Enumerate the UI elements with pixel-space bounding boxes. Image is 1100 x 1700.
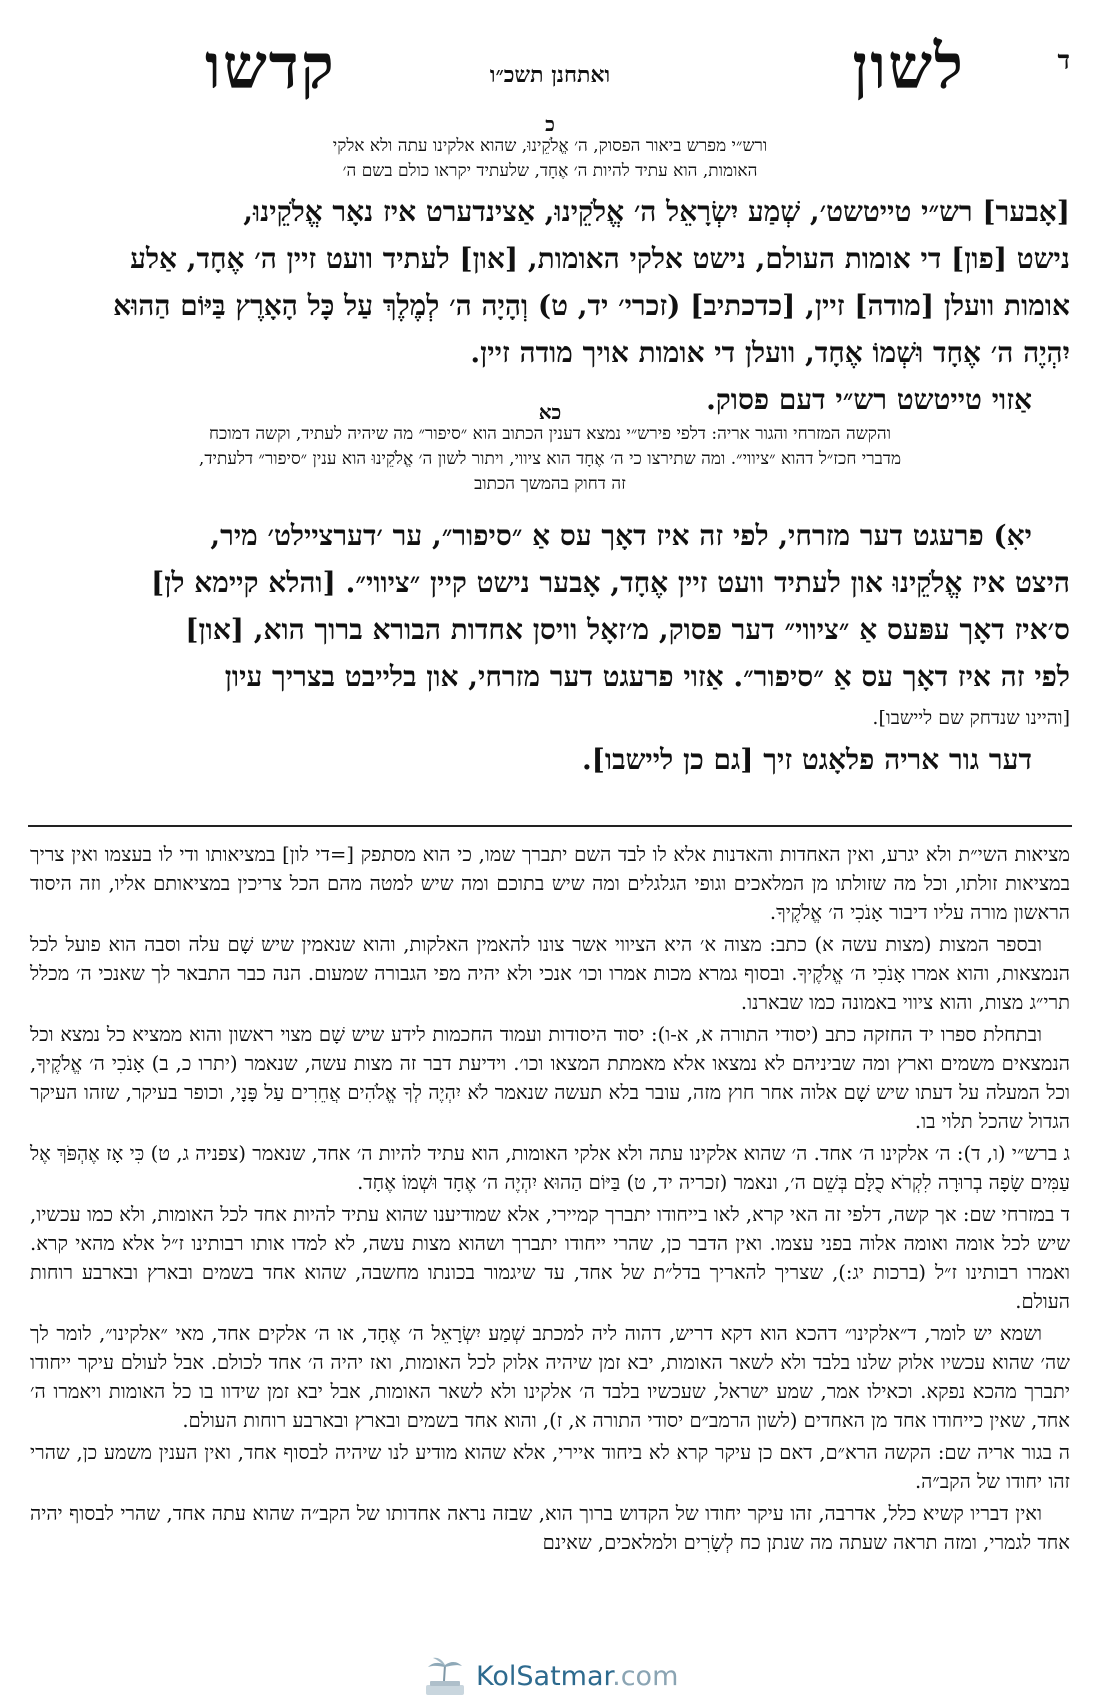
footnote-dalet: ד במזרחי שם: אך קשה, דלפי זה האי קרא, לאו בייחודו יתברך קמיירי, אלא שמודיענו שהוא עתיד להיות אחד לכל האומות, ולא כמו עכשיו, שיש לכל אומה ואומה אלוה בפני עצמו. ואין הדבר כן, שהרי ייחודו יתברך ושהוא מצות עשה, לא למדו אותו רבותינו ז״ל אלא מהאי קרא. ואמרו רבותינו ז״ל (ברכות יג:), שצריך להאריך בדל״ת של אחד, עד שיגמור בכונתו מחשבה, שהוא אחד בשמים ובארץ ובארבע רוחות העולם. [30, 1203, 1070, 1313]
intro-line: זה דחוק בהמשך הכתוב [474, 474, 626, 494]
intro-line: ורש״י מפרש ביאור הפסוק, ה׳ אֱלֹקֵינוּ, שהוא אלקינו עתה ולא אלקי [332, 136, 768, 156]
book-title-word-1: לשון [852, 30, 965, 103]
page-number: ד [1057, 46, 1070, 76]
footnote-paragraph: מציאות השי״ת ולא יגרע, ואין האחדות והאדנות אלא לו לבד השם יתברך שמו, כי הוא מסתפק [=די לון] במציאותו ודי לו בעצמו ואין צריך במציאות זולתו, וכל מה שזולתו מן המלאכים וגופי הגלגלים ומה שיש בתוכם ומה שיש למטה מהם הכל צריכין במציאותם אליו, וזה היסוד הראשון מורה עליו דיבור אָנֹכִי ה׳ אֱלֹקֶיךָ. [30, 843, 1070, 924]
section-kaf-intro [90, 134, 1010, 184]
footnote-heh: ה בגור אריה שם: הקשה הרא״ם, דאם כן עיקר קרא לא ביחוד איירי, אלא שהוא מודיע לנו שיהיה לבסוף אחד, ואין הענין משמע כן, שהרי זהו יחודו של הקב״ה. [30, 1441, 1070, 1493]
body-line: היצט איז אֱלֹקֵינוּ און לעתיד וועט זיין אֶחָד, אָבער נישט קיין ״ציווי״. [והלא קיימא לן] [151, 566, 1070, 599]
body-line: [והיינו שנדחק שם ליישבו]. [872, 707, 1070, 729]
watermark-brand: KolSatmar [476, 1661, 613, 1692]
body-line: אומות וועלן [מודה] זיין, [כדכתיב] (זכרי׳ יד, ט) וְהָיָה ה׳ לְמֶלֶךְ עַל כָּל הָאָרֶץ בַּיּוֹם הַהוּא [113, 289, 1070, 322]
body-line: אַזוי טייטשט רש״י דעם פסוק. [706, 383, 1032, 416]
body-line: יאִ) פרעגט דער מזרחי, לפי זה איז דאָך עס אַ ״סיפור״, ער ׳דערציילט׳ מיר, [210, 519, 1032, 552]
intro-line: והקשה המזרחי והגור אריה: דלפי פירש״י נמצא דענין הכתוב הוא ״סיפור״ מה שיהיה לעתיד, וקשה דמוכח [208, 424, 892, 444]
body-line: נישט [פון] די אומות העולם, נישט אלקי האומות, [און] לעתיד וועט זיין ה׳ אֶחָד, אַלע [130, 242, 1070, 275]
footnote-paragraph: ואין דבריו קשיא כלל, אדרבה, זהו עיקר יחודו של הקדוש ברוך הוא, שבזה נראה אחדותו של הקב״ה שהוא עתה אחד, שהרי לבסוף יהיה אחד לגמרי, ומזה תראה שעתה מה שנתן כח לְשָׂרִים ולמלאכים, שאינם [30, 1502, 1070, 1554]
footnote-divider [28, 825, 1072, 827]
intro-line: מדברי חכז״ל דהוא ״ציווי״. ומה שתירצו כי ה׳ אֶחָד הוא ציווי, ויתור לשון ה׳ אֱלֹקֵינוּ הוא ענין ״סיפור״ דלעתיד, [198, 449, 902, 469]
palm-book-logo-icon [420, 1655, 470, 1699]
book-title-word-2: קדשו [205, 30, 336, 103]
footnotes [30, 840, 1070, 1560]
body-line: [אָבער] רש״י טייטשט׳, שְׁמַע יִשְׂרָאֵל ה׳ אֱלֹקֵינוּ, אַצינדערט איז נאָר אֱלֹקֵינוּ, [243, 195, 1070, 228]
section-kaf-body [30, 188, 1070, 423]
intro-line: האומות, הוא עתיד להיות ה׳ אֶחָד, שלעתיד יקראו כולם בשם ה׳ [342, 161, 758, 181]
watermark-text [476, 1661, 678, 1692]
section-kaf-aleph-body [30, 512, 1070, 783]
body-line: דער גור אריה פלאָגט זיך [גם כן ליישבו]. [581, 743, 1032, 776]
watermark [420, 1655, 740, 1699]
footnote-gimel: ג ברש״י (ו, ד): ה׳ אלקינו ה׳ אחד. ה׳ שהוא אלקינו עתה ולא אלקי האומות, הוא עתיד להיות ה׳ אחד, שנאמר (צפניה ג, ט) כִּי אָז אֶהְפֹּךְ אֶל עַמִּים שָׂפָה בְרוּרָה לִקְרֹא כֻלָּם בְּשֵׁם ה׳, ונאמר (זכריה יד, ט) בַּיּוֹם הַהוּא יִהְיֶה ה׳ אֶחָד וּשְׁמוֹ אֶחָד. [30, 1142, 1070, 1194]
section-number-kaf-aleph: כא [538, 400, 562, 424]
body-line: ס׳איז דאָך עפּעס אַ ״ציווי״ דער פסוק, מ׳זאָל וויסן אחדות הבורא ברוך הוא, [און] [185, 613, 1070, 646]
footnote-paragraph: ושמא יש לומר, ד״אלקינו״ דהכא הוא דקא דריש, דהוה ליה למכתב שְׁמַע יִשְׂרָאֵל ה׳ אֶחָד, או ה׳ אלקים אחד, מאי ״אלקינו״, לומר לך שה׳ שהוא עכשיו אלוק שלנו בלבד ולא לשאר האומות, יבא זמן שיהיה אלוק לכל האומות, ואז יהיה ה׳ אחד לכולם. אבל לעולם עיקר ייחודו יתברך מהכא נפקא. וכאילו אמר, שמע ישראל, שעכשיו בלבד ה׳ אלקינו ולא לשאר האומות, אבל יבא זמן שידוו בו כל האומות ויאמרו ה׳ אחד, שאין כייחודו אחד מן האחדים (לשון הרמב״ם יסודי התורה א, ז), והוא אחד בשמים ובארץ ובארבע רוחות העולם. [30, 1322, 1070, 1432]
section-number-kaf: כ [545, 112, 555, 136]
body-line: לפי זה איז דאָך עס אַ ״סיפור״. אַזוי פרעגט דער מזרחי, און בלייבט בצריך עיון [224, 660, 1070, 693]
section-kaf-aleph-intro [40, 422, 1060, 497]
footnote-paragraph: ובספר המצות (מצות עשה א) כתב: מצוה א׳ היא הציווי אשר צונו להאמין האלקות, והוא שנאמין שיש שָׁם עלה וסבה הוא פועל לכל הנמצאות, והוא אמרו אָנֹכִי ה׳ אֱלֹקֶיךָ. ובסוף גמרא מכות אמרו וכו׳ אנכי ולא יהיה מפי הגבורה שמעום. הנה כבר התבאר לך שאנכי ה׳ מכלל תרי״ג מצות, והוא ציווי באמונה כמו שבארנו. [30, 933, 1070, 1014]
page-header [0, 30, 1100, 110]
body-line: יִהְיֶה ה׳ אֶחָד וּשְׁמוֹ אֶחָד, וועלן די אומות אויך מודה זיין. [470, 336, 1070, 369]
parsha-title: ואתחנן תשכ״ו [489, 62, 611, 88]
footnote-paragraph: ובתחלת ספרו יד החזקה כתב (יסודי התורה א, א-ו): יסוד היסודות ועמוד החכמות לידע שיש שָׁם מצוי ראשון והוא ממציא כל נמצא וכל הנמצאים משמים וארץ ומה שביניהם לא נמצאו אלא מאמתת המצאו וכו׳. וידיעת דבר זה מצות עשה, שנאמר (יתרו כ, ב) אָנֹכִי ה׳ אֱלֹקֶיךָ, וכל המעלה על דעתו שיש שָׁם אלוה אחר חוץ מזה, עובר בלא תעשה שנאמר לֹא יִהְיֶה לְךָ אֱלֹהִים אֲחֵרִים עַל פָּנָי, וכופר בעיקר, שזהו העיקר הגדול שהכל תלוי בו. [30, 1023, 1070, 1133]
watermark-suffix: .com [612, 1661, 679, 1692]
